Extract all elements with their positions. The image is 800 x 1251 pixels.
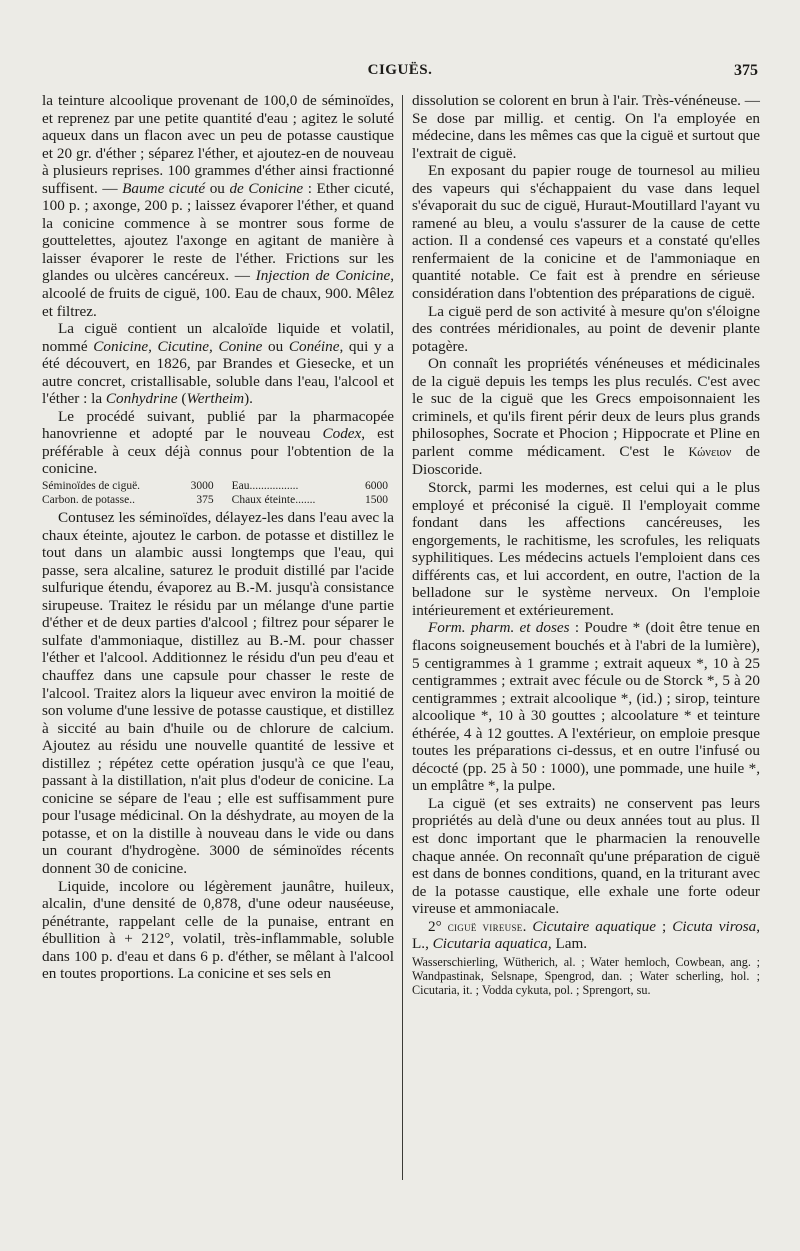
italic-term: Conhydrine <box>105 390 178 408</box>
text: , L., <box>412 917 760 953</box>
recipe-ingredient: Séminoïdes de ciguë. <box>42 480 141 493</box>
section-number: 2° <box>428 917 442 935</box>
italic-term: Injection de Conicine <box>255 267 391 285</box>
text: ). <box>244 390 253 408</box>
paragraph: La ciguë (et ses extraits) ne conservent pas leurs propriétés au delà d'une ou deux années tout au plus. Il est donc important que le pharmacien la renouvelle chaque année. On reconnaît qu'une préparation de ciguë est dans de bonnes conditions, quand, en la triturant avec de la potasse caustique, elle exhale une forte odeur vireuse et ammoniacale. <box>412 794 760 918</box>
italic-term: de Conicine <box>229 179 304 197</box>
paragraph: En exposant du papier rouge de tournesol au milieu des vapeurs qui s'échappaient du vase dans lequel s'évaporait du suc de ciguë, Huraut-Moutillard l'ayant vu ramené au bleu, a voulu s'assurer de la cause de cette action. Il a condensé ces vapeurs et a constaté qu'elles renfermaient de la conicine et de l'ammoniaque en quantité notable. Ce fait est à prendre en sérieuse considération dans l'obtention des préparations de ciguë. <box>412 162 760 303</box>
italic-term: Conicine, Cicutine, Conine <box>93 337 263 355</box>
text: ( <box>177 390 187 408</box>
column-divider <box>402 95 403 1180</box>
italic-term: Wertheim <box>186 390 245 408</box>
italic-term: Baume cicuté <box>122 179 206 197</box>
synonyms: Wasserschierling, Wütherich, al. ; Water hemloch, Cowbean, ang. ; Wandpastinak, Selsnape, Spengrod, dan. ; Water scherling, hol. ; Cicutaria, it. ; Vodda cykuta, pol. ; Sprengort, su. <box>412 954 760 998</box>
recipe-ingredient: Carbon. de potasse.. <box>42 494 135 507</box>
text: Le procédé suivant, publié par la pharmacopée hanovrienne et adopté par le nouveau <box>42 407 394 443</box>
italic-term: Cicutaire aquatique <box>532 917 656 935</box>
recipe-quantity: 3000 <box>190 480 214 493</box>
paragraph: dissolution se colorent en brun à l'air. Très-vénéneuse. — Se dose par millig. et centig. On l'a employée en médecine, dans les mêmes cas que la ciguë et surtout que l'extrait de ciguë. <box>412 92 760 162</box>
italic-term: Form. pharm. et doses <box>428 619 570 637</box>
recipe-table <box>42 479 394 507</box>
paragraph <box>42 92 394 320</box>
text: : Ether cicuté, 100 p. ; axonge, 200 p. ; laissez évaporer l'éther, et quand la conicine commence à se montrer sous forme de gouttelettes, ajoutez l'axonge en agitant de manière à laisser évaporer le reste de l'éther. Frictions sur les glandes ou ulcères cancéreux. — <box>42 179 395 285</box>
text: , alcoolé de fruits de ciguë, 100. Eau de chaux, 900. Mêlez et filtrez. <box>42 267 394 320</box>
text: . <box>522 917 533 935</box>
page-title: CIGUËS. <box>367 62 433 78</box>
text: ou <box>205 179 230 197</box>
section-heading: ciguë vireuse <box>447 918 523 934</box>
paragraph: La ciguë perd de son activité à mesure qu'on s'éloigne des contrées méridionales, au point de devenir plante potagère. <box>412 302 760 355</box>
text: , Lam. <box>547 935 588 953</box>
paragraph <box>42 408 394 478</box>
paragraph: Contusez les séminoïdes, délayez-les dans l'eau avec la chaux éteinte, ajoutez le carbon. de potasse et distillez le tout dans un alambic aussi longtemps que l'eau, qui passe, sera alcaline, saturez le produit distillé par l'acide sulfurique étendu, évaporez au B.-M. jusqu'à consistance sirupeuse. Traitez le résidu par un mélange d'une partie d'éther et de deux parties d'alcool ; filtrez pour séparer le sulfate d'ammoniaque, distillez au B.-M. pour chasser l'éther et l'alcool. Additionnez le résidu d'un peu d'eau et chauffez dans une capsule pour chasser le reste de l'alcool. Traitez alors la liqueur avec environ la moitié de son volume d'une lessive de potasse caustique, et distillez à siccité au bain d'huile ou de chlorure de calcium. Ajoutez au résidu une nouvelle quantité de lessive et distillez ; répétez cette opération jusqu'à ce que l'eau, passant à la distillation, n'ait plus d'odeur de conicine. La conicine se sépare de l'eau ; elle est suffisamment pure pour l'usage médicinal. On la déshydrate, au moyen de la potasse, et on la distille à nouveau dans le vide ou dans un courant d'hydrogène. 3000 de séminoïdes récents donnent 30 de conicine. <box>42 509 394 877</box>
text: , qui y a été découvert, en 1826, par Brandes et Giesecke, et un autre concret, cristallisable, soluble dans l'eau, l'alcool et l'éther : la <box>42 337 394 408</box>
text: ; <box>655 917 673 935</box>
table-row <box>42 493 394 507</box>
table-row <box>42 479 394 493</box>
text: la teinture alcoolique provenant de 100,0 de séminoïdes, et reprenez par une petite quantité d'eau ; agitez le soluté aqueux dans un flacon avec un peu de potasse caustique et 20 gr. d'éther ; séparez l'éther, et ajoutez-en de nouveau à plusieurs reprises. 100 grammes d'éther ainsi fractionné suffisent. — <box>42 92 394 197</box>
paragraph <box>412 619 760 794</box>
italic-term: Conéine <box>288 337 340 355</box>
italic-term: Codex <box>322 425 362 443</box>
italic-term: Cicuta virosa <box>672 917 757 935</box>
recipe-quantity: 6000 <box>365 480 388 493</box>
text: ou <box>262 337 289 355</box>
greek-term: Κώνειον <box>688 444 732 459</box>
text: La ciguë contient un alcaloïde liquide et volatil, nommé <box>42 320 394 355</box>
page-number: 375 <box>734 62 758 79</box>
italic-term: Cicutaria aquatica <box>432 935 548 953</box>
text: On connaît les propriétés vénéneuses et médicinales de la ciguë depuis les temps les plus reculés. C'est avec le suc de la ciguë que les Grecs empoisonnaient les criminels, et qu'ils firent périr deux de leurs plus grands philosophes, Socrate et Phocion ; Hippocrate et Pline en parlent comme médicament. C'est le <box>412 355 760 460</box>
paragraph <box>412 355 760 479</box>
paragraph <box>42 320 394 408</box>
paragraph: Liquide, incolore ou légèrement jaunâtre, huileux, alcalin, d'une densité de 0,878, d'une odeur nauséeuse, pénétrante, rappelant celle de la punaise, entrant en ébullition à + 212°, volatil, très-inflammable, soluble dans 100 p. d'eau et dans 6 p. d'éther, se mêlant à l'alcool en toutes proportions. La conicine et ses sels en <box>42 877 394 983</box>
recipe-quantity: 375 <box>196 494 214 507</box>
text: de Dioscoride. <box>412 442 760 479</box>
paragraph: Storck, parmi les modernes, est celui qui a le plus employé et préconisé la ciguë. Il l'employait comme fondant dans les affections cancéreuses, les engorgements, le rachitisme, les scrofules, les reliquats syphilitiques. Les médecins actuels l'emploient dans ces différents cas, et lui accordent, en outre, l'action de la belladone sur le système nerveux. On l'emploie intérieurement et extérieurement. <box>412 479 760 619</box>
running-head <box>0 62 800 84</box>
recipe-ingredient: Eau................. <box>231 480 299 493</box>
recipe-quantity: 1500 <box>365 494 388 507</box>
paragraph <box>412 918 760 953</box>
left-column <box>42 92 394 983</box>
right-column <box>412 92 760 997</box>
recipe-ingredient: Chaux éteinte....... <box>231 494 316 507</box>
text: , est préférable à ceux déjà connus pour l'obtention de la conicine. <box>42 425 394 478</box>
text: : Poudre * (doit être tenue en flacons soigneusement bouchés et à l'abri de la lumière), 5 centigrammes à 1 gramme ; extrait aqueux *, 10 à 25 centigrammes ; extrait avec fécule ou de Storck *, 5 à 20 centigrammes ; extrait alcoolique *, (id.) ; sirop, teinture alcoolique *, 10 à 30 gouttes ; alcoolature * et teinture éthérée, 4 à 12 gouttes. A l'extérieur, on emploie presque toutes les préparations ci-dessus, et en outre l'infusé ou décocté (pp. 25 à 50 : 1000), une pommade, une huile *, un emplâtre *, la pulpe. <box>412 619 760 795</box>
